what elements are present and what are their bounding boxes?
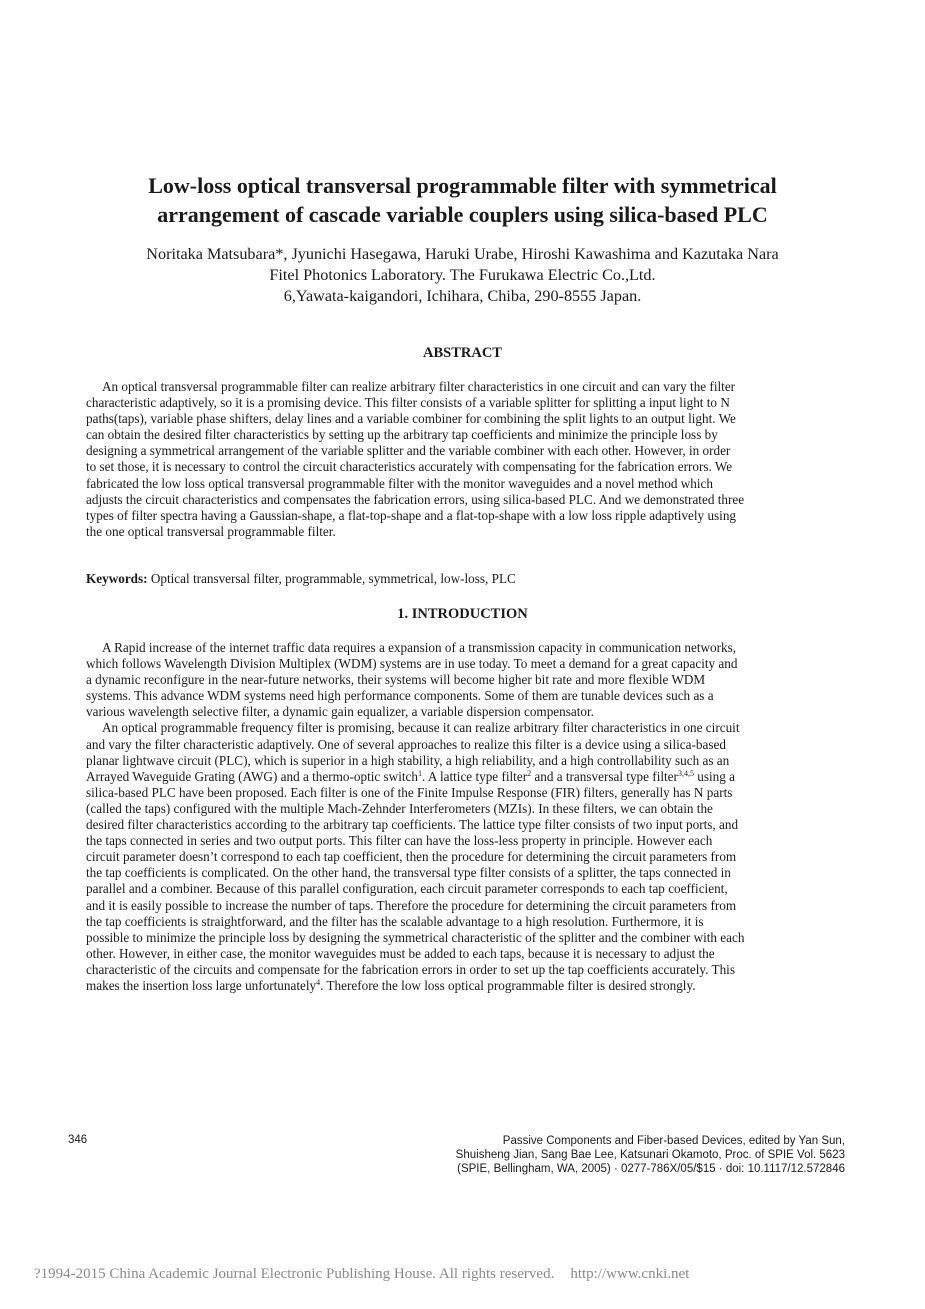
abstract-line: to set those, it is necessary to control the circuit characteristics accurately with compensating for the fabrication errors. We: [86, 459, 733, 475]
citation-line: (SPIE, Bellingham, WA, 2005) · 0277-786X/05/$15 · doi: 10.1117/12.572846: [457, 1163, 845, 1175]
intro-line: a dynamic reconfigure in the near-future networks, their systems will become higher bit rate and more flexible WDM: [86, 672, 706, 688]
keywords-text: Optical transversal filter, programmable, symmetrical, low-loss, PLC: [147, 571, 516, 586]
intro-text: . A lattice type filter: [421, 768, 528, 784]
keywords: [86, 571, 846, 587]
introduction-heading: 1. INTRODUCTION: [397, 606, 528, 622]
intro-line: An optical programmable frequency filter is promising, because it can realize arbitrary filter characteristics in one circuit: [102, 720, 740, 736]
intro-line: which follows Wavelength Division Multiplex (WDM) systems are in use today. To meet a demand for a great capacity and: [86, 656, 738, 672]
abstract-heading: ABSTRACT: [423, 345, 502, 361]
page-number: 346: [68, 1134, 88, 1146]
intro-text: using a: [693, 768, 735, 784]
introduction-body: [86, 640, 846, 994]
abstract-line: An optical transversal programmable filter can realize arbitrary filter characteristics in one circuit and can vary the filter: [102, 379, 736, 394]
abstract-line: can obtain the desired filter characteristics by setting up the arbitrary tap coefficients and minimize the principle loss by: [86, 427, 718, 443]
paper-title-line-1: Low-loss optical transversal programmable filter with symmetrical: [148, 173, 777, 198]
intro-line: systems. This advance WDM systems need high performance components. Some of them are tunable devices such as a: [86, 688, 714, 704]
citation-line: Passive Components and Fiber-based Devices, edited by Yan Sun,: [502, 1135, 845, 1147]
citation-line: Shuisheng Jian, Sang Bae Lee, Katsunari Okamoto, Proc. of SPIE Vol. 5623: [455, 1149, 845, 1161]
author-block: [0, 244, 925, 307]
keywords-line: [86, 571, 846, 587]
author-names: Noritaka Matsubara*, Jyunichi Hasegawa, Haruki Urabe, Hiroshi Kawashima and Kazutaka Nara: [146, 245, 779, 263]
intro-line: possible to minimize the principle loss by designing the symmetrical characteristic of the splitter and the combiner with each: [86, 929, 745, 945]
intro-line: various wavelength selective filter, a dynamic gain equalizer, a variable dispersion compensator.: [86, 704, 594, 720]
intro-line-citations: [86, 769, 846, 785]
intro-line: parallel and a combiner. Because of this parallel configuration, each circuit parameter corresponds to each tap coefficient,: [86, 881, 728, 897]
watermark-url: http://www.cnki.net: [570, 1266, 690, 1282]
abstract-line: the one optical transversal programmable filter.: [86, 523, 336, 539]
copyright-watermark: [34, 1266, 689, 1283]
abstract-line: types of filter spectra having a Gaussian-shape, a flat-top-shape and a flat-top-shape with a low loss ripple adaptively using: [86, 507, 737, 523]
intro-line: A Rapid increase of the internet traffic data requires a expansion of a transmission capacity in communication networks,: [102, 640, 737, 655]
abstract-line: paths(taps), variable phase shifters, delay lines and a variable combiner for combining the split lights to an output light. We: [86, 411, 736, 427]
intro-line: desired filter characteristics according to the arbitrary tap coefficients. The lattice type filter consists of two input ports, and: [86, 817, 739, 833]
intro-line: other. However, in either case, the monitor waveguides must be added to each taps, because it is necessary to adjust the: [86, 945, 715, 961]
intro-line: planar lightwave circuit (PLC), which is superior in a high stability, a high reliability, and a high controllability such as an: [86, 752, 730, 768]
intro-line: and it is easily possible to increase the number of taps. Therefore the procedure for determining the circuit parameters from: [86, 897, 737, 913]
intro-line-citations: [86, 978, 846, 994]
citation-ref: 4: [316, 977, 321, 987]
intro-text: and a transversal type filter: [531, 768, 678, 784]
intro-text: . Therefore the low loss optical programmable filter is desired strongly.: [320, 977, 696, 993]
abstract-line: adjusts the circuit characteristics and compensates the fabrication errors, using silica-based PLC. And we demonstrated three: [86, 491, 745, 507]
author-affiliation: Fitel Photonics Laboratory. The Furukawa Electric Co.,Ltd.: [269, 266, 656, 284]
intro-line: the taps connected in series and two output ports. This filter can have the loss-less property in principle. However each: [86, 833, 713, 849]
paper-title: [0, 171, 925, 229]
intro-line: the tap coefficients is straightforward, and the filter has the scalable advantage to a high resolution. Furthermore, it is: [86, 913, 704, 929]
author-address: 6,Yawata-kaigandori, Ichihara, Chiba, 290-8555 Japan.: [283, 287, 642, 305]
intro-line: the tap coefficients is complicated. On the other hand, the transversal type filter consists of a splitter, the taps connected in: [86, 865, 731, 881]
citation-ref: 1: [417, 768, 422, 778]
abstract-line: designing a symmetrical arrangement of the variable splitter and the variable combiner with each other. However, in order: [86, 443, 731, 459]
proceedings-citation: [456, 1134, 845, 1176]
intro-line: circuit parameter doesn’t correspond to each tap coefficient, then the procedure for determining the circuit parameters from: [86, 849, 737, 865]
paper-title-line-2: arrangement of cascade variable couplers using silica-based PLC: [157, 202, 768, 227]
citation-ref: 2: [527, 768, 532, 778]
keywords-label: Keywords:: [86, 571, 148, 586]
intro-line: (called the taps) configured with the multiple Mach-Zehnder Interferometers (MZIs). In these filters, we can obtain the: [86, 800, 713, 816]
citation-ref: 3,4,5: [677, 768, 694, 778]
intro-line: silica-based PLC have been proposed. Each filter is one of the Finite Impulse Response (FIR) filters, generally has N parts: [86, 784, 733, 800]
intro-line: characteristic of the circuits and compensate for the fabrication errors in order to set up the tap coefficients accurately. This: [86, 961, 735, 977]
abstract-line: characteristic adaptively, so it is a promising device. This filter consists of a variable splitter for splitting a input light to N: [86, 395, 730, 411]
intro-line: and vary the filter characteristic adaptively. One of several approaches to realize this filter is a device using a silica-based: [86, 736, 726, 752]
abstract-paragraph: [86, 379, 846, 540]
intro-text: makes the insertion loss large unfortunately: [86, 977, 317, 993]
abstract-line: fabricated the low loss optical transversal programmable filter with the monitor waveguides and a novel method which: [86, 475, 713, 491]
intro-text: Arrayed Waveguide Grating (AWG) and a thermo-optic switch: [86, 768, 418, 784]
watermark-text: ?1994-2015 China Academic Journal Electronic Publishing House. All rights reserved.: [34, 1266, 555, 1282]
